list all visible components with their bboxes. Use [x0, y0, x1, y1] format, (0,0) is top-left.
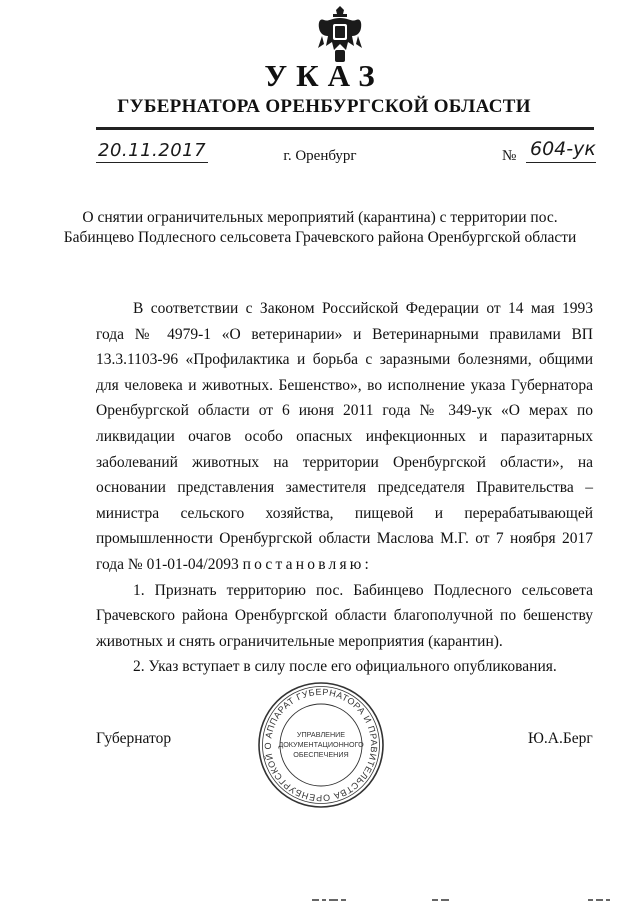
- stamp-center-line-1: УПРАВЛЕНИЕ: [296, 730, 346, 739]
- decree-body: [96, 296, 593, 680]
- stamp-ring-text: АППАРАТ ГУБЕРНАТОРА И ПРАВИТЕЛЬСТВА ОРЕНБУРГСКОЙ О: [262, 686, 380, 804]
- date-value: 20.11.2017: [98, 140, 207, 161]
- coat-of-arms-icon: [316, 6, 364, 64]
- signer-name: Ю.А.Берг: [528, 730, 593, 747]
- preamble-text: В соответствии с Законом Российской Федерации от 14 мая 1993 года № 4979-1 «О ветеринарии» и Ветеринарными правилами ВП 13.3.1103-96 «Профилактика и борьба с заразными болезнями, общими для человека и животных. Бешенство», во исполнение указа Губернатора Оренбургской области от 6 июня 2011 года № 349-ук «О мерах по ликвидации очагов особо опасных инфекционных и паразитарных заболеваний животных на территории Оренбургской области», на основании представления заместителя председателя Правительства – министра сельского хозяйства, пищевой и перерабатывающей промышленности Оренбургской области Маслова М.Г. от 7 ноября 2017 года № 01-01-04/2093: [96, 300, 593, 573]
- official-stamp: [256, 680, 386, 810]
- decree-word: постановляю:: [242, 555, 373, 573]
- number-value: 604-ук: [530, 138, 596, 160]
- number-field: [502, 138, 598, 168]
- stamp-center-line-3: ОБЕСПЕЧЕНИЯ: [293, 750, 349, 759]
- item-1-paragraph: 1. Признать территорию пос. Бабинцево Подлесного сельсовета Грачевского района Оренбургской области благополучной по бешенству животных и снять ограничительные мероприятия (карантин).: [96, 581, 593, 650]
- preamble-paragraph: [96, 296, 593, 578]
- decree-subject: О снятии ограничительных мероприятий (карантина) с территории пос. Бабинцево Подлесного сельсовета Грачевского района Оренбургской области: [63, 209, 577, 246]
- number-prefix: №: [502, 148, 517, 164]
- signer-title: Губернатор: [96, 730, 172, 747]
- document-title: УКАЗ: [264, 58, 384, 93]
- scan-edge-marks: [0, 890, 640, 905]
- number-underline: [526, 162, 596, 163]
- stamp-center-line-2: ДОКУМЕНТАЦИОННОГО: [278, 740, 364, 749]
- city: г. Оренбург: [283, 148, 357, 164]
- document-subtitle: ГУБЕРНАТОРА ОРЕНБУРГСКОЙ ОБЛАСТИ: [117, 96, 531, 117]
- header-divider: [96, 127, 594, 130]
- item-2-paragraph: 2. Указ вступает в силу после его официального опубликования.: [133, 658, 557, 676]
